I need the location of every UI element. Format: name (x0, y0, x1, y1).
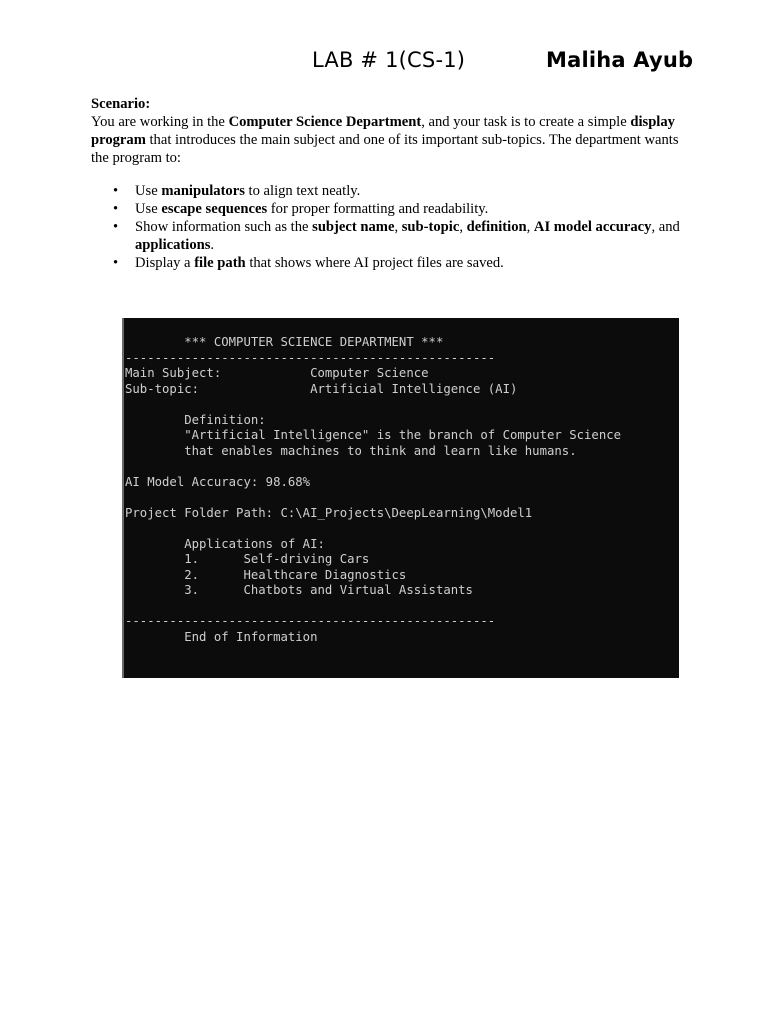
item-bold: manipulators (161, 183, 245, 199)
lab-title: LAB # 1(CS-1) (312, 48, 466, 72)
item-text: , (394, 219, 402, 235)
item-bold: definition (466, 219, 527, 235)
console-line: *** COMPUTER SCIENCE DEPARTMENT *** (125, 335, 444, 349)
item-text: Use (135, 201, 162, 217)
item-bold: sub-topic (401, 219, 460, 235)
item-text: Show information such as the (135, 219, 313, 235)
list-item (91, 182, 691, 200)
console-line: 1. Self-driving Cars (125, 552, 370, 566)
console-line: "Artificial Intelligence" is the branch of Computer Science (125, 428, 622, 442)
item-bold: escape sequences (161, 201, 268, 217)
item-bold: file path (194, 255, 246, 271)
bullet-icon: • (113, 201, 119, 217)
scenario-text: You are working in the (91, 114, 229, 130)
list-item (91, 200, 691, 218)
requirements-list (91, 182, 691, 272)
console-line (125, 521, 621, 537)
console-divider: -------------------------------------------------- (125, 350, 496, 365)
list-item (91, 218, 691, 254)
item-text: , and (651, 219, 680, 235)
console-line: that enables machines to think and learn like humans. (125, 443, 577, 458)
console-line (125, 490, 621, 506)
console-line (125, 599, 621, 615)
console-line: AI Model Accuracy: 98.68% (125, 474, 311, 489)
scenario-bold: Computer Science Department (228, 114, 422, 130)
item-text: for proper formatting and readability. (267, 201, 489, 217)
console-line (125, 397, 621, 413)
scenario-heading: Scenario: (91, 96, 151, 112)
item-text: , (526, 219, 534, 235)
bullet-icon: • (113, 255, 119, 271)
console-line (125, 459, 621, 475)
item-bold: applications (135, 237, 211, 253)
bullet-icon: • (113, 183, 119, 199)
item-text: that shows where AI project files are saved. (245, 255, 504, 271)
console-line: Main Subject: Computer Science (125, 366, 429, 380)
console-line: Definition: (125, 412, 266, 427)
list-item (91, 254, 691, 272)
console-divider: -------------------------------------------------- (125, 614, 496, 628)
scenario-section (91, 95, 691, 167)
console-line: 2. Healthcare Diagnostics (125, 567, 407, 582)
item-bold: subject name (312, 219, 395, 235)
console-output-screenshot (122, 318, 679, 678)
console-line: Applications of AI: (125, 536, 325, 551)
console-line: Sub-topic: Artificial Intelligence (AI) (125, 381, 518, 396)
console-text (125, 335, 621, 645)
console-line: End of Information (125, 629, 318, 644)
item-bold: AI model accuracy (533, 219, 652, 235)
scenario-paragraph (91, 113, 691, 167)
author-name: Maliha Ayub (546, 48, 694, 72)
scenario-text: , and your task is to create a simple (421, 114, 631, 130)
console-line: Project Folder Path: C:\AI_Projects\DeepLearning\Model1 (125, 505, 533, 520)
item-text: , (459, 219, 467, 235)
item-text: Display a (135, 255, 195, 271)
bullet-icon: • (113, 219, 119, 235)
item-text: . (210, 237, 215, 253)
scenario-bold: display program (91, 114, 675, 148)
item-text: to align text neatly. (244, 183, 361, 199)
item-text: Use (135, 183, 162, 199)
title-row (0, 48, 768, 80)
scenario-text: that introduces the main subject and one of its important sub-topics. The department wants the program to: (91, 132, 679, 166)
console-line: 3. Chatbots and Virtual Assistants (125, 583, 473, 597)
